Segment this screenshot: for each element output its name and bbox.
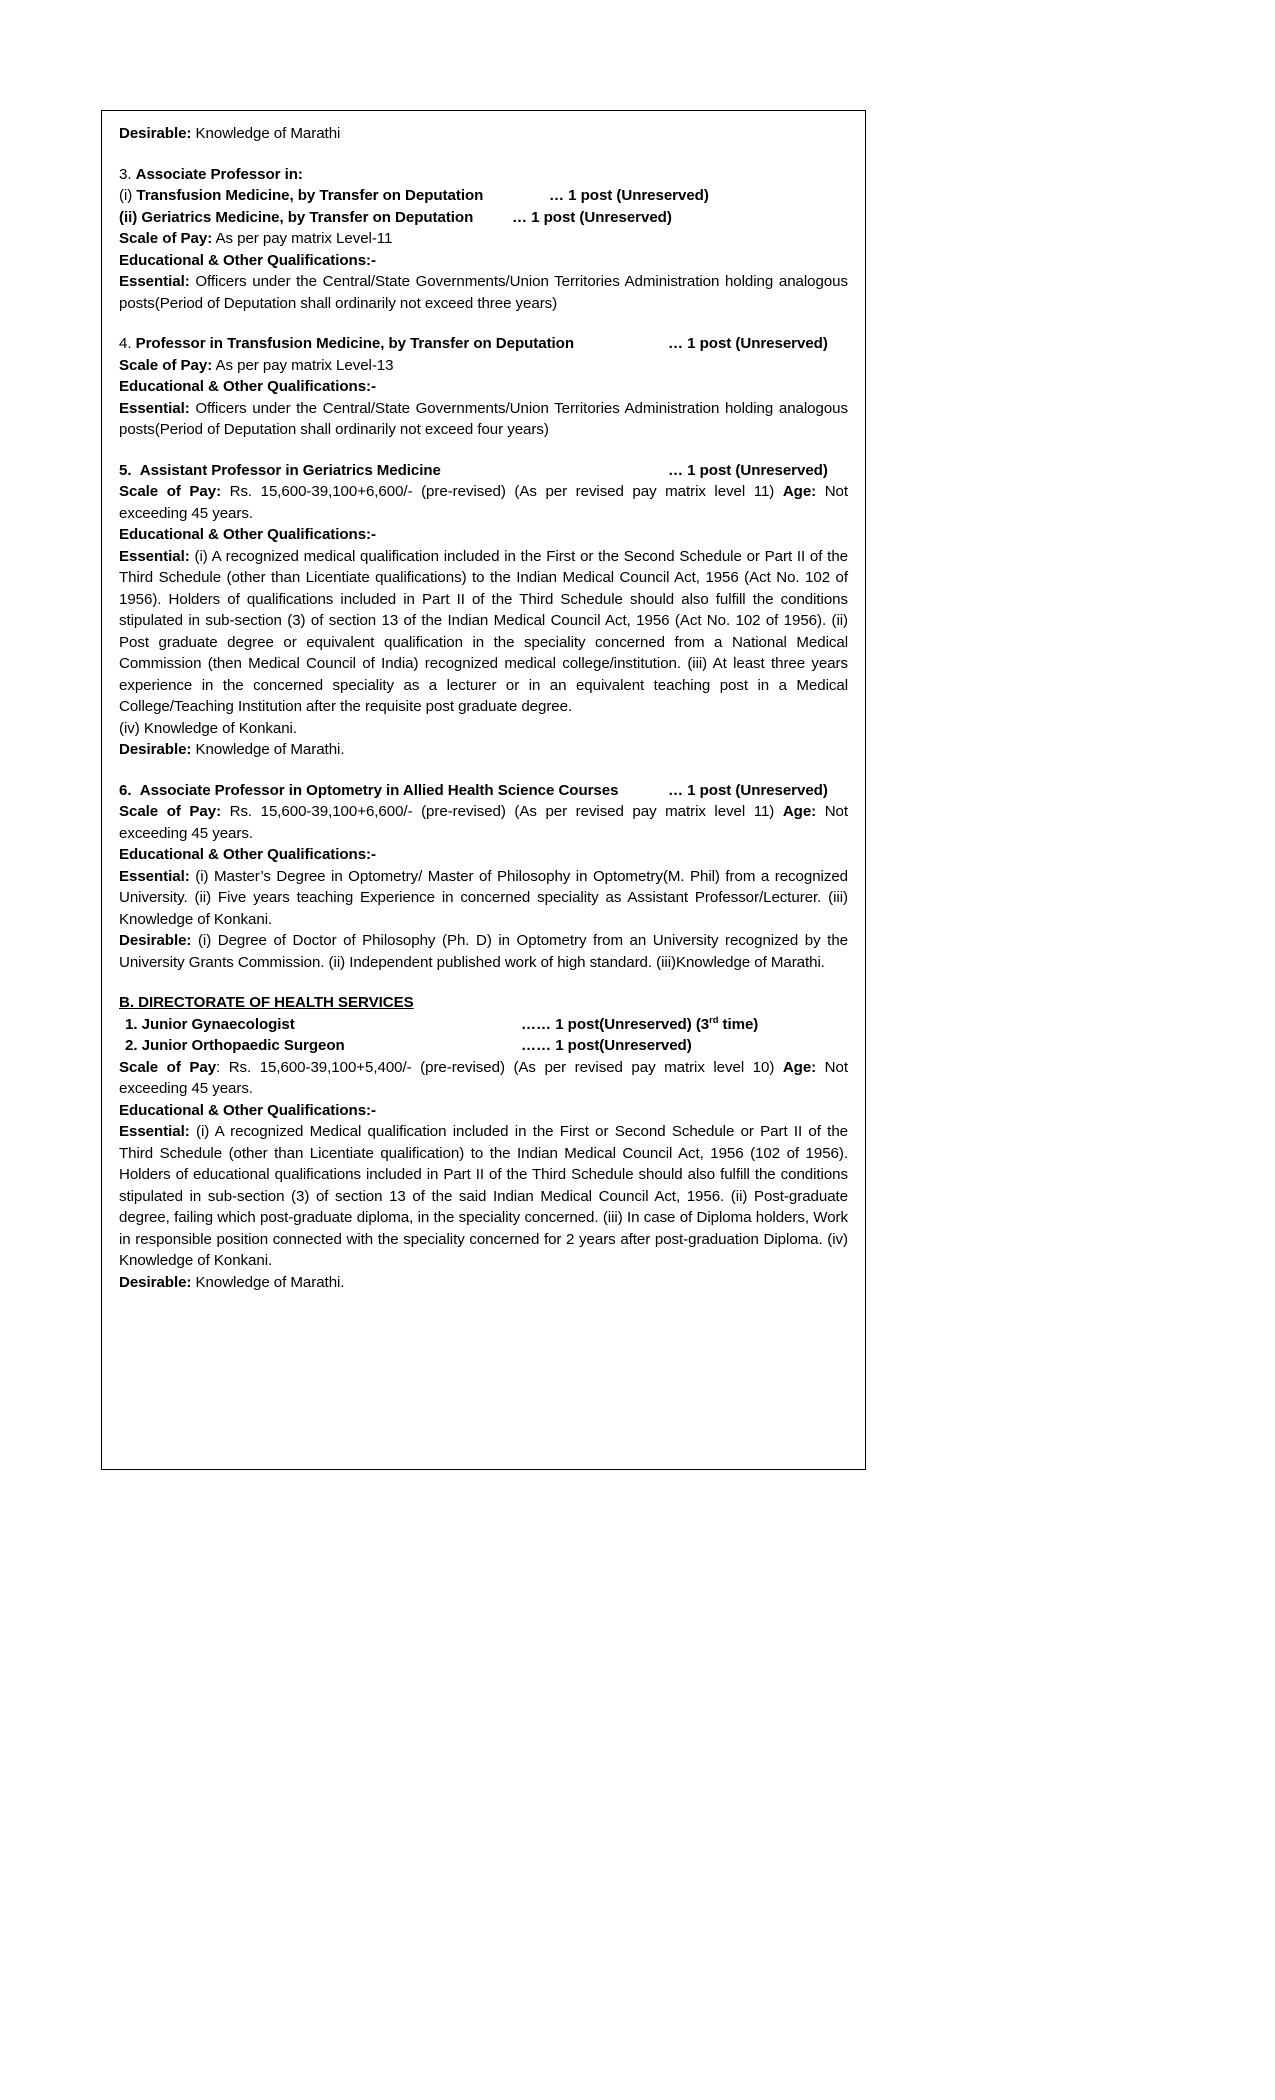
section-3-qualifications-label: Educational & Other Qualifications:- xyxy=(119,251,376,269)
section-b-post-2-count: …… 1 post(Unreserved) xyxy=(521,1037,692,1054)
section-3-scale-value: As per pay matrix Level-11 xyxy=(212,230,393,247)
desirable-top-line xyxy=(119,123,848,145)
section-b-desirable-text: Knowledge of Marathi. xyxy=(191,1273,345,1291)
section-3-post-2-count: … 1 post (Unreserved) xyxy=(512,208,672,226)
notification-text-box xyxy=(101,110,866,1470)
section-6-desirable xyxy=(119,930,848,973)
section-b-essential xyxy=(119,1121,848,1272)
section-b-post-2-number: 2. xyxy=(125,1037,138,1054)
section-6-title: Associate Professor in Optometry in Allied Health Science Courses xyxy=(139,781,619,799)
section-b-post-1-number: 1. xyxy=(125,1015,138,1033)
desirable-top-text: Knowledge of Marathi xyxy=(191,125,341,142)
section-4-number: 4. xyxy=(119,335,132,352)
section-b-essential-label: Essential: xyxy=(119,1123,190,1140)
section-6-scale-label: Scale of Pay: xyxy=(119,803,222,820)
section-5-number: 5. xyxy=(119,461,132,479)
section-3-post-2 xyxy=(119,207,848,229)
section-b-essential-text: (i) A recognized Medical qualification included in the First or Second Schedule or Part II of the Third Schedule (other than Licentiate qualification) to the Indian Medical Council Act, 1956 (102 of 1956). Holders of educational qualifications included in Part II of the Third Schedule should also fulfill the conditions stipulated in sub-section (3) of section 13 of the said Indian Medical Council Act, 1956. (ii) Post-graduate degree, failing which post-graduate diploma, in the speciality concerned. (iii) In case of Diploma holders, Work in responsible position connected with the speciality concerned for 2 years after post-graduation Diploma. (iv) Knowledge of Konkani. xyxy=(119,1123,848,1269)
section-5-age-label: Age: xyxy=(782,483,817,500)
section-4-scale-of-pay xyxy=(119,355,848,377)
section-3-number: 3. xyxy=(119,165,132,183)
section-5-desirable-text: Knowledge of Marathi. xyxy=(191,741,345,758)
section-4-title: Professor in Transfusion Medicine, by Transfer on Deputation xyxy=(135,335,574,352)
section-3-post-2-title: Geriatrics Medicine, by Transfer on Deputation xyxy=(141,208,474,226)
section-4-essential-text: Officers under the Central/State Governments/Union Territories Administration holding analogous posts(Period of Deputation shall ordinarily not exceed four years) xyxy=(119,399,848,438)
section-3-scale-label: Scale of Pay: xyxy=(119,230,213,247)
section-4-essential-label: Essential: xyxy=(119,399,190,417)
section-5-count: … 1 post (Unreserved) xyxy=(668,461,828,479)
section-b-scale-of-pay xyxy=(119,1057,848,1100)
section-6-qualifications-label: Educational & Other Qualifications:- xyxy=(119,846,376,863)
section-3-essential-label: Essential: xyxy=(119,273,190,290)
section-b-desirable-label: Desirable: xyxy=(119,1273,192,1291)
section-5-heading xyxy=(119,460,848,482)
section-b-post-1-count-main: …… 1 post(Unreserved) (3 xyxy=(521,1015,710,1033)
section-6-desirable-label: Desirable: xyxy=(119,932,192,949)
section-6-scale-of-pay xyxy=(119,801,848,844)
document-content xyxy=(119,123,848,1293)
section-6-essential xyxy=(119,866,848,931)
section-3-post-1-title: Transfusion Medicine, by Transfer on Deputation xyxy=(136,187,484,204)
section-b-scale-value: : Rs. 15,600-39,100+5,400/- (pre-revised) (As per revised pay matrix level 10) xyxy=(216,1058,783,1076)
section-4-count: … 1 post (Unreserved) xyxy=(668,335,828,352)
section-5-qualifications-label: Educational & Other Qualifications:- xyxy=(119,526,376,543)
section-3-post-1-roman: (i) xyxy=(119,187,133,204)
section-3-post-2-roman: (ii) xyxy=(119,208,138,226)
section-5-essential-label: Essential: xyxy=(119,547,190,565)
section-5-essential xyxy=(119,546,848,718)
section-b-post-1-count xyxy=(521,1014,758,1036)
section-5-scale-value: Rs. 15,600-39,100+6,600/- (pre-revised) (As per revised pay matrix level 11) xyxy=(221,483,783,500)
spacer xyxy=(119,145,848,164)
section-b-post-2-title: Junior Orthopaedic Surgeon xyxy=(141,1037,345,1054)
spacer xyxy=(119,441,848,460)
section-6-count: … 1 post (Unreserved) xyxy=(668,781,828,799)
section-4-essential xyxy=(119,398,848,441)
section-b-scale-label: Scale of Pay xyxy=(119,1058,217,1076)
section-b-post-1-title: Junior Gynaecologist xyxy=(141,1015,295,1033)
section-3-scale-of-pay xyxy=(119,228,848,250)
section-b-post-1 xyxy=(119,1014,848,1036)
spacer xyxy=(119,973,848,992)
section-b-age-value: Not exceeding 45 years. xyxy=(119,1058,848,1097)
spacer xyxy=(119,314,848,333)
section-4-heading xyxy=(119,333,848,355)
section-3-essential-text: Officers under the Central/State Governments/Union Territories Administration holding analogous posts(Period of Deputation shall ordinarily not exceed three years) xyxy=(119,273,848,312)
section-6-age-value: Not exceeding 45 years. xyxy=(119,803,849,842)
section-3-post-1-count: … 1 post (Unreserved) xyxy=(549,187,709,204)
section-5-scale-of-pay xyxy=(119,481,848,524)
section-b-post-1-ordinal-sup: rd xyxy=(709,1014,719,1025)
section-5-scale-label: Scale of Pay: xyxy=(119,483,222,500)
section-6-desirable-text: (i) Degree of Doctor of Philosophy (Ph. D) in Optometry from an University recognized by the University Grants Commission. (ii) Independent published work of high standard. (iii)Knowledge of Marathi. xyxy=(119,932,848,971)
desirable-top-label: Desirable: xyxy=(119,125,192,142)
section-6-heading xyxy=(119,780,848,802)
section-b-post-1-count-tail: time) xyxy=(718,1015,759,1033)
section-5-desirable xyxy=(119,739,848,761)
section-3-post-1 xyxy=(119,185,848,207)
section-5-age-value: Not exceeding 45 years. xyxy=(119,483,849,522)
section-5-essential-text: (i) A recognized medical qualification included in the First or the Second Schedule or Part II of the Third Schedule (other than Licentiate qualifications) to the Indian Medical Council Act, 1956 (Act No. 102 of 1956). Holders of qualifications included in Part II of the Third Schedule should also fulfill the conditions stipulated in sub-section (3) of section 13 of the Indian Medical Council Act, 1956 (Act No. 102 of 1956). (ii) Post graduate degree or equivalent qualification in the speciality concerned from a National Medical Commission (then Medical Council of India) recognized medical college/institution. (iii) At least three years experience in the concerned speciality as a lecturer or in an equivalent teaching post in a Medical College/Teaching Institution after the requisite post graduate degree. xyxy=(119,547,848,715)
section-5-desirable-label: Desirable: xyxy=(119,741,192,758)
section-3-essential xyxy=(119,271,848,314)
section-b-desirable xyxy=(119,1272,848,1294)
section-4-scale-label: Scale of Pay: xyxy=(119,356,213,374)
section-6-essential-label: Essential: xyxy=(119,867,190,885)
section-3-heading xyxy=(119,164,848,186)
section-b-age-label: Age: xyxy=(782,1058,817,1076)
section-4-scale-value: As per pay matrix Level-13 xyxy=(212,356,394,374)
section-5-title: Assistant Professor in Geriatrics Medicine xyxy=(139,461,441,479)
section-b-heading: B. DIRECTORATE OF HEALTH SERVICES xyxy=(119,994,414,1011)
section-5-essential-extra: (iv) Knowledge of Konkani. xyxy=(119,719,297,737)
section-6-scale-value: Rs. 15,600-39,100+6,600/- (pre-revised) (As per revised pay matrix level 11) xyxy=(221,803,783,820)
section-6-essential-text: (i) Master’s Degree in Optometry/ Master of Philosophy in Optometry(M. Phil) from a recognized University. (ii) Five years teaching Experience in concerned speciality as Assistant Professor/Lecturer. (iii) Knowledge of Konkani. xyxy=(119,867,848,928)
section-b-qualifications-label: Educational & Other Qualifications:- xyxy=(119,1101,376,1119)
section-4-qualifications-label: Educational & Other Qualifications:- xyxy=(119,378,376,395)
section-6-age-label: Age: xyxy=(782,803,817,820)
section-b-post-2 xyxy=(119,1035,848,1057)
section-6-number: 6. xyxy=(119,781,132,799)
section-3-title: Associate Professor in: xyxy=(135,165,303,183)
spacer xyxy=(119,761,848,780)
